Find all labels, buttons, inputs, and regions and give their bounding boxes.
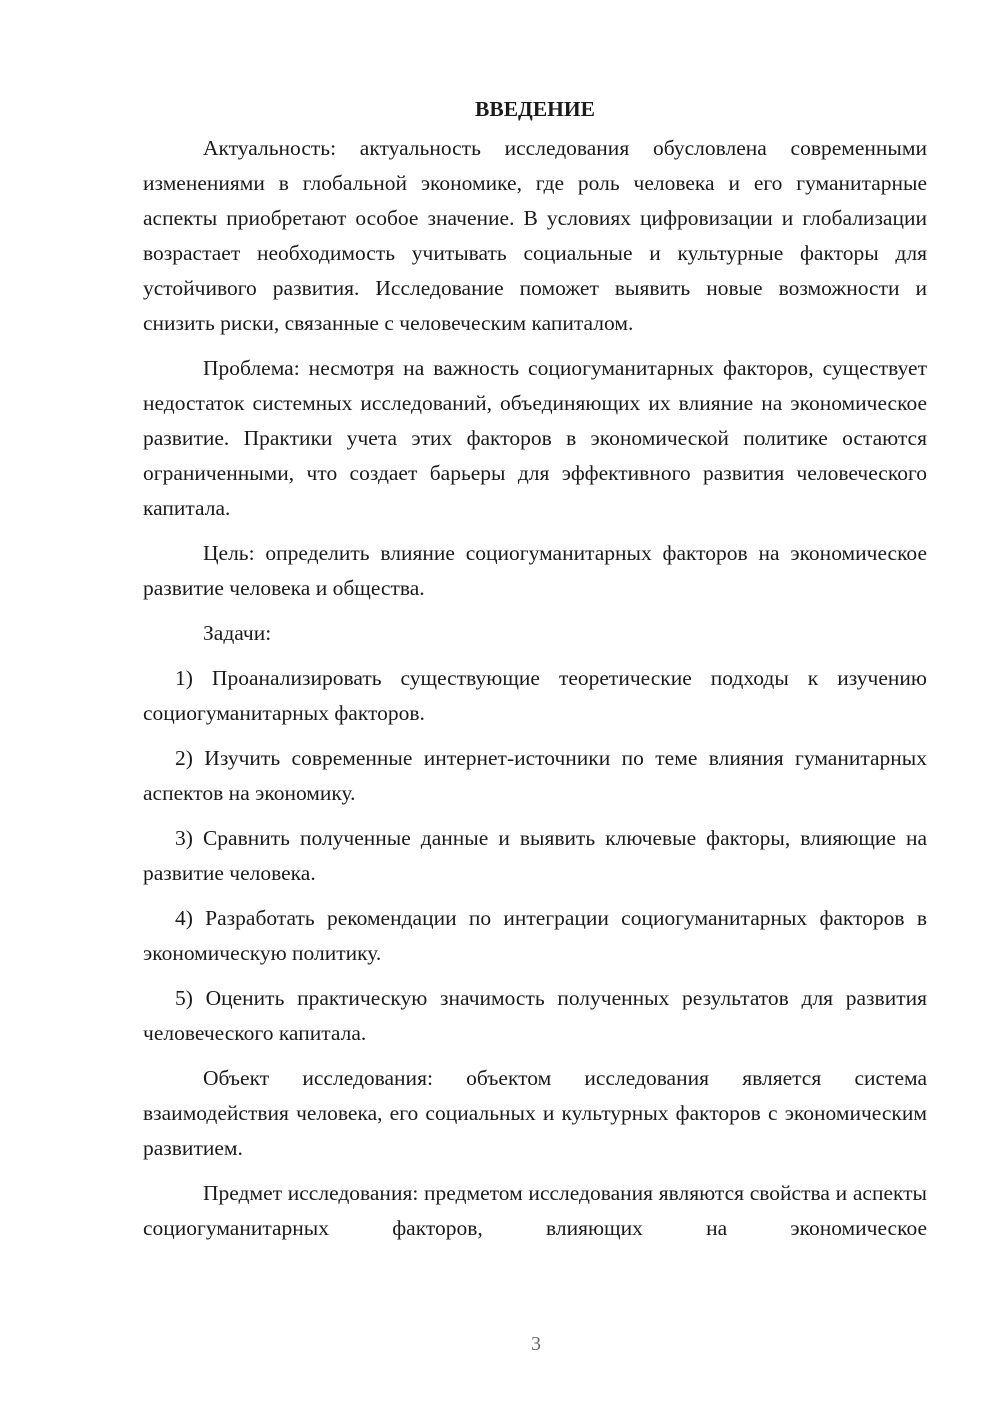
section-title: ВВЕДЕНИЕ	[475, 97, 595, 121]
task-item-2: 2) Изучить современные интернет-источники по теме влияния гуманитарных аспектов на экономику.	[143, 746, 927, 805]
subject-paragraph: Предмет исследования: предметом исследования являются свойства и аспекты социогуманитарных факторов, влияющих на экономическое	[143, 1181, 927, 1240]
task-item-4: 4) Разработать рекомендации по интеграции социогуманитарных факторов в экономическую политику.	[143, 906, 927, 965]
goal-paragraph: Цель: определить влияние социогуманитарных факторов на экономическое развитие человека и общества.	[143, 541, 927, 600]
relevance-paragraph: Актуальность: актуальность исследования обусловлена современными изменениями в глобальной экономике, где роль человека и его гуманитарные аспекты приобретают особое значение. В условиях цифровизации и глобализации возрастает необходимость учитывать социальные и культурные факторы для устойчивого развития. Исследование поможет выявить новые возможности и снизить риски, связанные с человеческим капиталом.	[143, 136, 927, 335]
task-item-1: 1) Проанализировать существующие теоретические подходы к изучению социогуманитарных факторов.	[143, 666, 927, 725]
page-number: 3	[531, 1333, 541, 1355]
document-page	[143, 92, 927, 1246]
task-item-3: 3) Сравнить полученные данные и выявить ключевые факторы, влияющие на развитие человека.	[143, 826, 927, 885]
problem-paragraph: Проблема: несмотря на важность социогуманитарных факторов, существует недостаток системных исследований, объединяющих их влияние на экономическое развитие. Практики учета этих факторов в экономической политике остаются ограниченными, что создает барьеры для эффективного развития человеческого капитала.	[143, 356, 927, 520]
object-paragraph: Объект исследования: объектом исследования является система взаимодействия человека, его социальных и культурных факторов с экономическим развитием.	[143, 1066, 927, 1160]
task-item-5: 5) Оценить практическую значимость полученных результатов для развития человеческого капитала.	[143, 986, 927, 1045]
tasks-heading: Задачи:	[203, 621, 272, 645]
